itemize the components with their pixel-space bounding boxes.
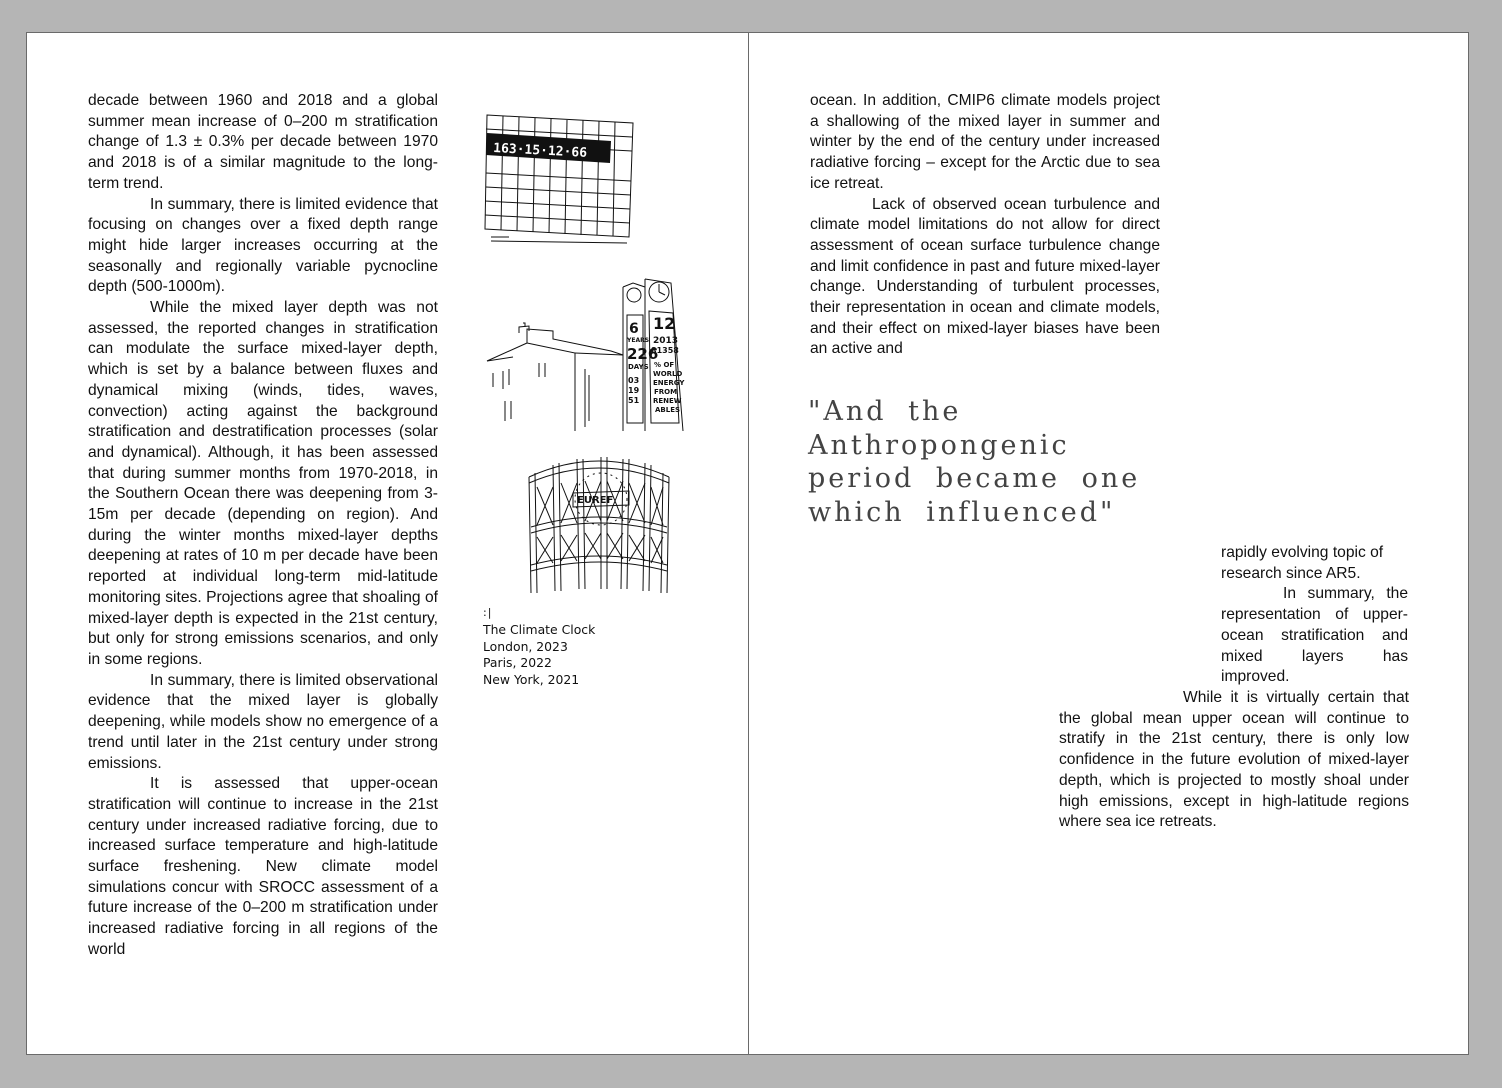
caption-number: :|	[483, 606, 493, 619]
tower-label: WORLD	[653, 370, 683, 378]
paragraph: While the mixed layer depth was not assessed, the reported changes in stratification can modulate the surface mixed-layer depth, which is set by a balance between fluxes and dynamical mixing (winds, tides, waves, convection) acting against the background stratification and destratification processes (solar and dynamical). Although, it has been assessed that during summer months from 1970-2018, in the Southern Ocean there was deepening from 3-15m per decade (depending on region). And during the winter months mixed-layer depths deepening at rates of 10 m per decade have been reported at individual long-term mid-latitude monitoring sites. Projections agree that shoaling of mixed-layer depth is expected in the 21st century, but only for strong emissions scenarios, and only in some regions.	[88, 299, 438, 668]
pull-quote-line: Anthropongenic	[808, 429, 1070, 461]
pull-quote-line: "And the	[808, 396, 962, 427]
caption-line: London, 2023	[483, 638, 568, 654]
tower-label: ENERGY	[653, 379, 685, 387]
paragraph: It is assessed that upper-ocean stratification will continue to increase in the 21st century under increased radiative forcing, due to increased surface temperature and high-latitude surface freshening. New climate model simulations concur with SROCC assessment of a future increase of the 0–200 m stratification under increased radiative forcing in all regions of the world	[88, 775, 438, 958]
caption-line: Paris, 2022	[483, 655, 552, 671]
paragraph: ocean. In addition, CMIP6 climate models project a shallowing of the mixed layer in summer and winter by the end of the century under increased radiative forcing – except for the Arctic due to sea ice retreat.	[810, 92, 1160, 192]
climate-clock-billboard-illustration	[481, 109, 637, 249]
pull-quote-line: which influenced"	[808, 496, 1116, 528]
gasometer-frame-illustration	[525, 447, 673, 597]
tower-digit: 6	[629, 321, 639, 337]
paragraph: In summary, there is limited evidence that focusing on changes over a fixed depth range might hide larger increases occurring at the seasonally and regionally variable pycnocline depth (500-1000m).	[88, 195, 438, 296]
narrow-text-column	[1221, 543, 1408, 688]
left-page-text-column	[88, 91, 438, 961]
tower-digit: 226	[627, 345, 659, 363]
paragraph: While it is virtually certain that the global mean upper ocean will continue to stratify in the 21st century, there is only low confidence in the future evolution of mixed-layer depth, which is projected to mostly shoal under high emissions, except in high-latitude regions where sea ice retreats.	[1059, 689, 1409, 831]
tower-label: YEARS	[627, 337, 650, 344]
tower-label: FROM	[654, 388, 678, 396]
tower-label: % OF	[654, 361, 675, 369]
sign-text: EUREF	[577, 495, 614, 506]
tower-label: DAYS	[628, 363, 649, 371]
caption-line: New York, 2021	[483, 672, 580, 688]
building-clock-tower-illustration	[483, 271, 685, 433]
spine-divider	[748, 33, 749, 1054]
figure-caption	[483, 605, 595, 689]
tower-label: ABLES	[655, 406, 681, 414]
pull-quote-line: period became one	[808, 463, 1141, 494]
tower-digit: 19	[628, 386, 640, 395]
tower-digit: 2013	[653, 336, 679, 346]
tower-digit: 81358	[651, 346, 679, 355]
caption-title: The Climate Clock	[483, 621, 596, 637]
paragraph: In summary, the representation of upper-ocean stratification and mixed layers has improved.	[1221, 585, 1408, 686]
tower-digit: 51	[628, 396, 640, 405]
tower-label: RENEW	[653, 397, 682, 405]
paragraph: rapidly evolving topic of research since AR5.	[1221, 544, 1384, 582]
paragraph: Lack of observed ocean turbulence and climate model limitations do not allow for direct assessment of ocean surface turbulence change and limit confidence in past and future mixed-layer change. Understanding of turbulent processes, their representation in ocean and climate models, and their effect on mixed-layer biases have been an active and	[810, 195, 1160, 358]
book-spread	[26, 32, 1469, 1055]
pull-quote	[808, 395, 1228, 529]
billboard-digits: 163·15·12·66	[492, 141, 588, 161]
paragraph: In summary, there is limited observational evidence that the mixed layer is globally deepening, while models show no emergence of a trend until later in the 21st century under strong emissions.	[88, 671, 438, 772]
tower-digit: 03	[628, 376, 640, 385]
paragraph: decade between 1960 and 2018 and a global summer mean increase of 0–200 m stratification change of 1.3 ± 0.3% per decade between 1970 and 2018 is of a similar magnitude to the long-term trend.	[88, 92, 438, 192]
right-page-text-column	[810, 91, 1160, 360]
closing-text-column	[1059, 688, 1409, 833]
tower-digit: 12	[653, 314, 676, 333]
